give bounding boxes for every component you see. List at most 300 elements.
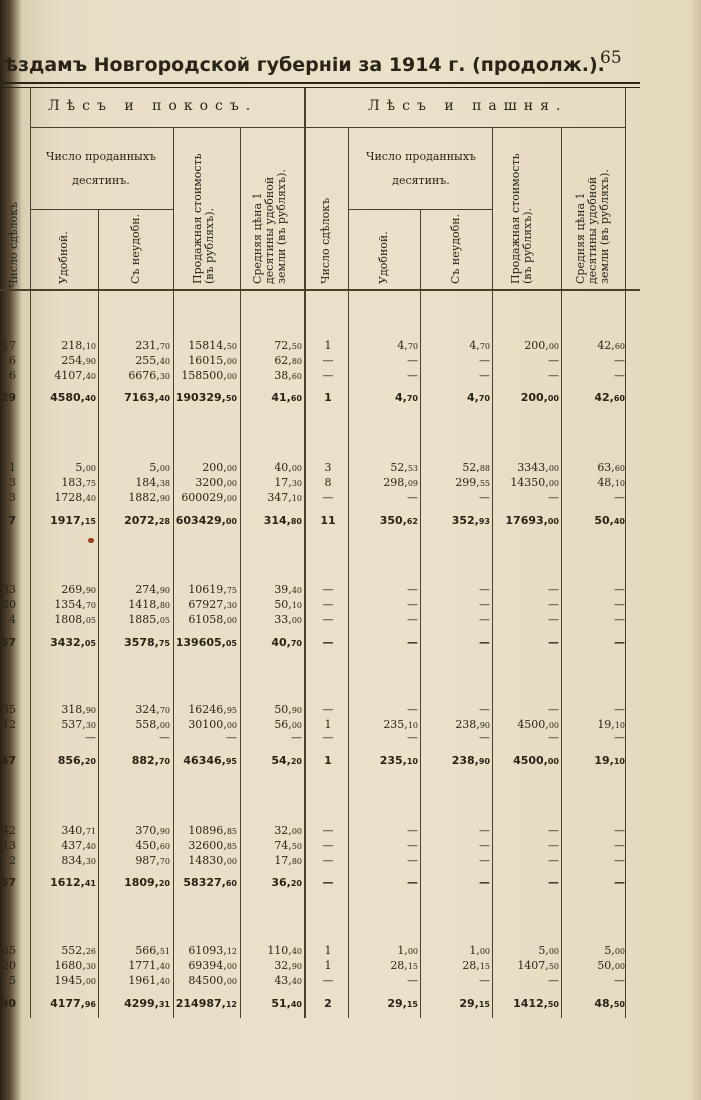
cell-value: 40, [274, 461, 292, 474]
cell-fraction: 00 [226, 464, 237, 473]
cell-b [100, 974, 170, 987]
cell-i: — [614, 583, 625, 596]
cell-d [242, 703, 302, 716]
cell-fraction: 20 [290, 879, 302, 888]
cell-d [242, 959, 302, 972]
cell-fraction: 00 [614, 947, 625, 956]
cell-h [494, 944, 559, 957]
cell-g [422, 461, 490, 474]
cell-value: 38, [274, 369, 292, 382]
cell-f [350, 718, 418, 731]
cell-left: 3 [9, 491, 16, 504]
table-row [0, 491, 640, 506]
cell-fraction: 00 [226, 962, 237, 971]
cell-h: — [548, 636, 559, 649]
cell-value: 235, [379, 754, 407, 767]
cell-fraction: 00 [547, 757, 559, 766]
cell-a [32, 636, 96, 649]
cell-fraction: 75 [158, 639, 170, 648]
cell-f: — [407, 731, 418, 744]
cell-h: — [548, 839, 559, 852]
cell-value: 350, [379, 514, 407, 527]
cell-i: — [614, 354, 625, 367]
cell-f: — [407, 491, 418, 504]
cell-fraction: 10 [614, 479, 625, 488]
table-total-row [0, 391, 640, 406]
cell-h: — [548, 369, 559, 382]
cell-fraction: 40 [291, 586, 302, 595]
cell-c [175, 354, 237, 367]
cell-fraction: 60 [614, 342, 625, 351]
cell-b: — [159, 731, 170, 744]
cell-e: 1 [324, 339, 332, 352]
cell-fraction: 53 [407, 464, 418, 473]
cell-value: 19, [597, 718, 615, 731]
cell-g: — [479, 369, 490, 382]
cell-value: 29, [387, 997, 407, 1010]
cell-value: 1680, [54, 959, 86, 972]
cell-fraction: 00 [548, 947, 559, 956]
cell-fraction: 85 [226, 827, 237, 836]
cell-value: 1945, [54, 974, 86, 987]
cell-fraction: 80 [290, 517, 302, 526]
cell-fraction: 00 [226, 721, 237, 730]
cell-g: — [479, 598, 490, 611]
cell-value: 324, [135, 703, 160, 716]
cell-g [422, 514, 490, 527]
cell-h [494, 391, 559, 404]
cell-value: 5, [538, 944, 549, 957]
cell-value: 50, [594, 514, 614, 527]
cell-value: 4, [467, 391, 479, 404]
cell-left: 20 [2, 598, 16, 611]
cell-i: — [614, 876, 625, 889]
cell-fraction: 75 [85, 479, 96, 488]
header-line [348, 209, 492, 210]
cell-b [100, 354, 170, 367]
cell-i: — [614, 854, 625, 867]
cell-a [32, 824, 96, 837]
cell-left: 6 [9, 369, 16, 382]
cell-value: 43, [274, 974, 292, 987]
cell-fraction: 93 [478, 517, 490, 526]
cell-value: 314, [263, 514, 291, 527]
cell-e: — [322, 824, 334, 837]
cell-value: 1354, [54, 598, 86, 611]
cell-fraction: 95 [226, 706, 237, 715]
cell-value: 558, [135, 718, 160, 731]
cell-value: 39, [274, 583, 292, 596]
cell-c [175, 369, 237, 382]
cell-fraction: 60 [159, 842, 170, 851]
cell-f [350, 339, 418, 352]
cell-i [563, 997, 625, 1010]
cell-c [175, 839, 237, 852]
cell-a [32, 598, 96, 611]
cell-c [175, 854, 237, 867]
cell-a: — [85, 731, 96, 744]
cell-value: 110, [267, 944, 292, 957]
table-row [0, 854, 640, 869]
cell-f: — [407, 876, 418, 889]
cell-value: 1961, [128, 974, 160, 987]
cell-fraction: 00 [547, 517, 559, 526]
cell-g [422, 754, 490, 767]
cell-f [350, 514, 418, 527]
cell-i: — [614, 839, 625, 852]
cell-i: — [614, 731, 625, 744]
cell-fraction: 80 [291, 857, 302, 866]
avg-price-header-left: Средняя цѣна 1 десятины удобной земли (въ рубляхъ). [251, 169, 288, 284]
ink-stain [88, 538, 94, 543]
cell-value: 437, [61, 839, 86, 852]
header-bottom-line [0, 289, 640, 291]
cell-value: 40, [271, 636, 291, 649]
cell-d [242, 997, 302, 1010]
cell-fraction: 20 [290, 757, 302, 766]
cell-value: 10619, [188, 583, 227, 596]
cell-value: 28, [390, 959, 408, 972]
cell-fraction: 10 [614, 721, 625, 730]
cell-f: — [407, 824, 418, 837]
cell-h [494, 754, 559, 767]
cell-fraction: 71 [85, 827, 96, 836]
cell-fraction: 40 [159, 962, 170, 971]
cell-c [175, 491, 237, 504]
table-row [0, 824, 640, 839]
cell-b [100, 461, 170, 474]
cell-i: — [614, 974, 625, 987]
table-row [0, 369, 640, 384]
cell-i: — [614, 491, 625, 504]
cell-value: 1418, [128, 598, 160, 611]
cell-value: 5, [75, 461, 86, 474]
cell-fraction: 00 [547, 394, 559, 403]
cell-fraction: 10 [613, 757, 625, 766]
cell-fraction: 55 [479, 479, 490, 488]
group-forest-meadow: Лѣсъ и покосъ. [48, 98, 258, 114]
cell-value: 42, [594, 391, 614, 404]
cell-left: 3 [9, 476, 16, 489]
cell-f: — [407, 598, 418, 611]
cell-h [494, 514, 559, 527]
table-total-row [0, 514, 640, 529]
cell-fraction: 90 [85, 706, 96, 715]
cell-b [100, 514, 170, 527]
table-row [0, 354, 640, 369]
cell-value: 1882, [128, 491, 160, 504]
cell-a [32, 354, 96, 367]
cell-value: 7163, [124, 391, 159, 404]
cell-b [100, 944, 170, 957]
cell-fraction: 00 [548, 342, 559, 351]
cell-i [563, 476, 625, 489]
cell-h [494, 959, 559, 972]
cell-value: 218, [61, 339, 86, 352]
cell-value: 41, [271, 391, 291, 404]
cell-e: — [322, 974, 334, 987]
cell-f [350, 461, 418, 474]
cell-c [175, 959, 237, 972]
cell-g: — [479, 613, 490, 626]
cell-value: 603429, [175, 514, 226, 527]
cell-fraction: 40 [290, 1000, 302, 1009]
convenient-header-right: Удобной. [377, 231, 390, 284]
cell-b [100, 754, 170, 767]
cell-fraction: 26 [85, 947, 96, 956]
cell-fraction: 90 [85, 357, 96, 366]
cell-fraction: 40 [85, 494, 96, 503]
cell-value: 370, [135, 824, 160, 837]
cell-value: 30100, [188, 718, 227, 731]
cell-e: — [322, 854, 334, 867]
cell-a [32, 944, 96, 957]
cell-a [32, 854, 96, 867]
cell-i [563, 461, 625, 474]
cell-value: 4299, [124, 997, 159, 1010]
cell-d: — [291, 731, 302, 744]
table-row [0, 613, 640, 628]
table-row [0, 839, 640, 854]
cell-c [175, 703, 237, 716]
cell-fraction: 41 [84, 879, 96, 888]
cell-f: — [407, 583, 418, 596]
cell-fraction: 00 [85, 464, 96, 473]
cell-b [100, 391, 170, 404]
cell-d [242, 876, 302, 889]
cell-fraction: 20 [84, 757, 96, 766]
cell-value: 29, [459, 997, 479, 1010]
cell-fraction: 60 [225, 879, 237, 888]
cell-fraction: 70 [479, 342, 490, 351]
cell-fraction: 05 [159, 616, 170, 625]
cell-e: — [322, 598, 334, 611]
cell-value: 834, [61, 854, 86, 867]
cell-value: 61093, [188, 944, 227, 957]
cell-value: 36, [271, 876, 291, 889]
cell-fraction: 50 [547, 1000, 559, 1009]
cell-h [494, 461, 559, 474]
cell-value: 2072, [124, 514, 159, 527]
cell-value: 255, [135, 354, 160, 367]
cell-fraction: 30 [291, 479, 302, 488]
cell-fraction: 90 [85, 586, 96, 595]
cell-c [175, 718, 237, 731]
cell-fraction: 00 [159, 721, 170, 730]
table-total-row [0, 636, 640, 651]
cell-h: — [548, 824, 559, 837]
cell-h: — [548, 598, 559, 611]
cell-value: 5, [604, 944, 615, 957]
cell-i: — [614, 636, 625, 649]
cell-value: 32600, [188, 839, 227, 852]
cell-value: 235, [383, 718, 408, 731]
cell-fraction: 00 [479, 947, 490, 956]
cell-b [100, 369, 170, 382]
cell-value: 238, [451, 754, 479, 767]
cell-value: 10896, [188, 824, 227, 837]
cell-fraction: 00 [226, 357, 237, 366]
cell-left: 65 [2, 944, 16, 957]
cell-value: 254, [61, 354, 86, 367]
cell-value: 3200, [195, 476, 227, 489]
cell-fraction: 00 [291, 616, 302, 625]
cell-fraction: 70 [406, 394, 418, 403]
cell-value: 1771, [128, 959, 160, 972]
cell-value: 190329, [175, 391, 226, 404]
cell-value: 46346, [183, 754, 226, 767]
cell-value: 16246, [188, 703, 227, 716]
cell-i [563, 959, 625, 972]
cell-value: 19, [594, 754, 614, 767]
header-rule-thin [0, 87, 640, 88]
cell-d [242, 354, 302, 367]
cell-fraction: 51 [159, 947, 170, 956]
cell-value: 269, [61, 583, 86, 596]
cell-value: 3432, [50, 636, 85, 649]
cell-fraction: 90 [159, 586, 170, 595]
cell-value: 183, [61, 476, 86, 489]
cell-value: 4500, [517, 718, 549, 731]
cell-a [32, 718, 96, 731]
cell-fraction: 50 [225, 394, 237, 403]
cell-c [175, 974, 237, 987]
cell-left: 90 [0, 997, 16, 1010]
cell-g: — [479, 636, 490, 649]
cell-f: — [407, 854, 418, 867]
cell-i: — [614, 824, 625, 837]
cell-d [242, 824, 302, 837]
cell-b [100, 476, 170, 489]
cell-b [100, 839, 170, 852]
cell-h: — [548, 854, 559, 867]
cell-g: — [479, 839, 490, 852]
cell-value: 1885, [128, 613, 160, 626]
cell-e: — [322, 636, 334, 649]
cell-fraction: 60 [614, 464, 625, 473]
cell-a [32, 959, 96, 972]
cell-c [175, 391, 237, 404]
cell-e: — [322, 354, 334, 367]
cell-value: 1809, [124, 876, 159, 889]
cell-left: 33 [2, 583, 16, 596]
cell-fraction: 00 [159, 464, 170, 473]
cell-g: — [479, 491, 490, 504]
cell-e: 8 [324, 476, 332, 489]
cell-c [175, 598, 237, 611]
cell-value: 214987, [175, 997, 226, 1010]
cell-c [175, 636, 237, 649]
cell-fraction: 15 [478, 1000, 490, 1009]
cell-left: 12 [2, 718, 16, 731]
cell-i: — [614, 703, 625, 716]
cell-c: — [226, 731, 237, 744]
cell-fraction: 31 [158, 1000, 170, 1009]
cell-fraction: 12 [226, 947, 237, 956]
cell-fraction: 05 [85, 616, 96, 625]
cell-value: 4177, [50, 997, 85, 1010]
cell-c [175, 944, 237, 957]
cell-fraction: 60 [291, 372, 302, 381]
table-total-row [0, 997, 640, 1012]
cell-fraction: 10 [406, 757, 418, 766]
sale-price-header-right: Продажная стоимость (въ рубляхъ). [509, 153, 534, 284]
cell-h: — [548, 731, 559, 744]
cell-value: 347, [267, 491, 292, 504]
cell-value: 566, [135, 944, 160, 957]
sold-desyatins-header-right: Число проданныхъ десятинъ. [365, 150, 477, 187]
cell-i: — [614, 369, 625, 382]
cell-left: 20 [2, 959, 16, 972]
cell-e: — [322, 839, 334, 852]
deals-count-header-left: Число сдѣлокъ [7, 201, 20, 288]
cell-fraction: 40 [85, 842, 96, 851]
cell-f: — [407, 974, 418, 987]
cell-left: 7 [8, 514, 16, 527]
cell-fraction: 50 [291, 342, 302, 351]
cell-value: 139605, [175, 636, 226, 649]
cell-i [563, 944, 625, 957]
cell-left: 13 [2, 839, 16, 852]
cell-fraction: 50 [613, 1000, 625, 1009]
cell-value: 1407, [517, 959, 549, 972]
cell-b [100, 491, 170, 504]
cell-e: — [322, 369, 334, 382]
cell-g [422, 944, 490, 957]
cell-d [242, 718, 302, 731]
cell-value: 17693, [505, 514, 548, 527]
cell-fraction: 30 [226, 601, 237, 610]
cell-value: 352, [451, 514, 479, 527]
cell-f [350, 997, 418, 1010]
cell-g [422, 718, 490, 731]
convenient-header-left: Удобной. [57, 231, 70, 284]
cell-value: 1917, [50, 514, 85, 527]
cell-fraction: 90 [159, 494, 170, 503]
page-title: ѣздамъ Новгородской губерніи за 1914 г. (продолж.). [4, 54, 605, 76]
cell-value: 72, [274, 339, 292, 352]
cell-fraction: 90 [291, 962, 302, 971]
cell-value: 1728, [54, 491, 86, 504]
cell-value: 74, [274, 839, 292, 852]
table-row [0, 703, 640, 718]
cell-h: — [548, 583, 559, 596]
header-rule [0, 82, 640, 84]
cell-h: — [548, 491, 559, 504]
page-header [0, 48, 640, 84]
cell-fraction: 00 [291, 827, 302, 836]
cell-fraction: 70 [478, 394, 490, 403]
cell-value: 48, [594, 997, 614, 1010]
cell-value: 61058, [188, 613, 227, 626]
cell-i [563, 339, 625, 352]
cell-g: — [479, 974, 490, 987]
cell-value: 340, [61, 824, 86, 837]
cell-value: 299, [455, 476, 480, 489]
table-row [0, 944, 640, 959]
cell-f [350, 754, 418, 767]
cell-fraction: 90 [291, 706, 302, 715]
cell-b [100, 339, 170, 352]
group-forest-field: Лѣсъ и пашня. [368, 98, 568, 114]
cell-left: 4 [9, 613, 16, 626]
cell-fraction: 00 [226, 494, 237, 503]
cell-fraction: 40 [158, 394, 170, 403]
table-row [0, 974, 640, 989]
cell-a [32, 703, 96, 716]
cell-f: — [407, 839, 418, 852]
cell-fraction: 40 [291, 947, 302, 956]
